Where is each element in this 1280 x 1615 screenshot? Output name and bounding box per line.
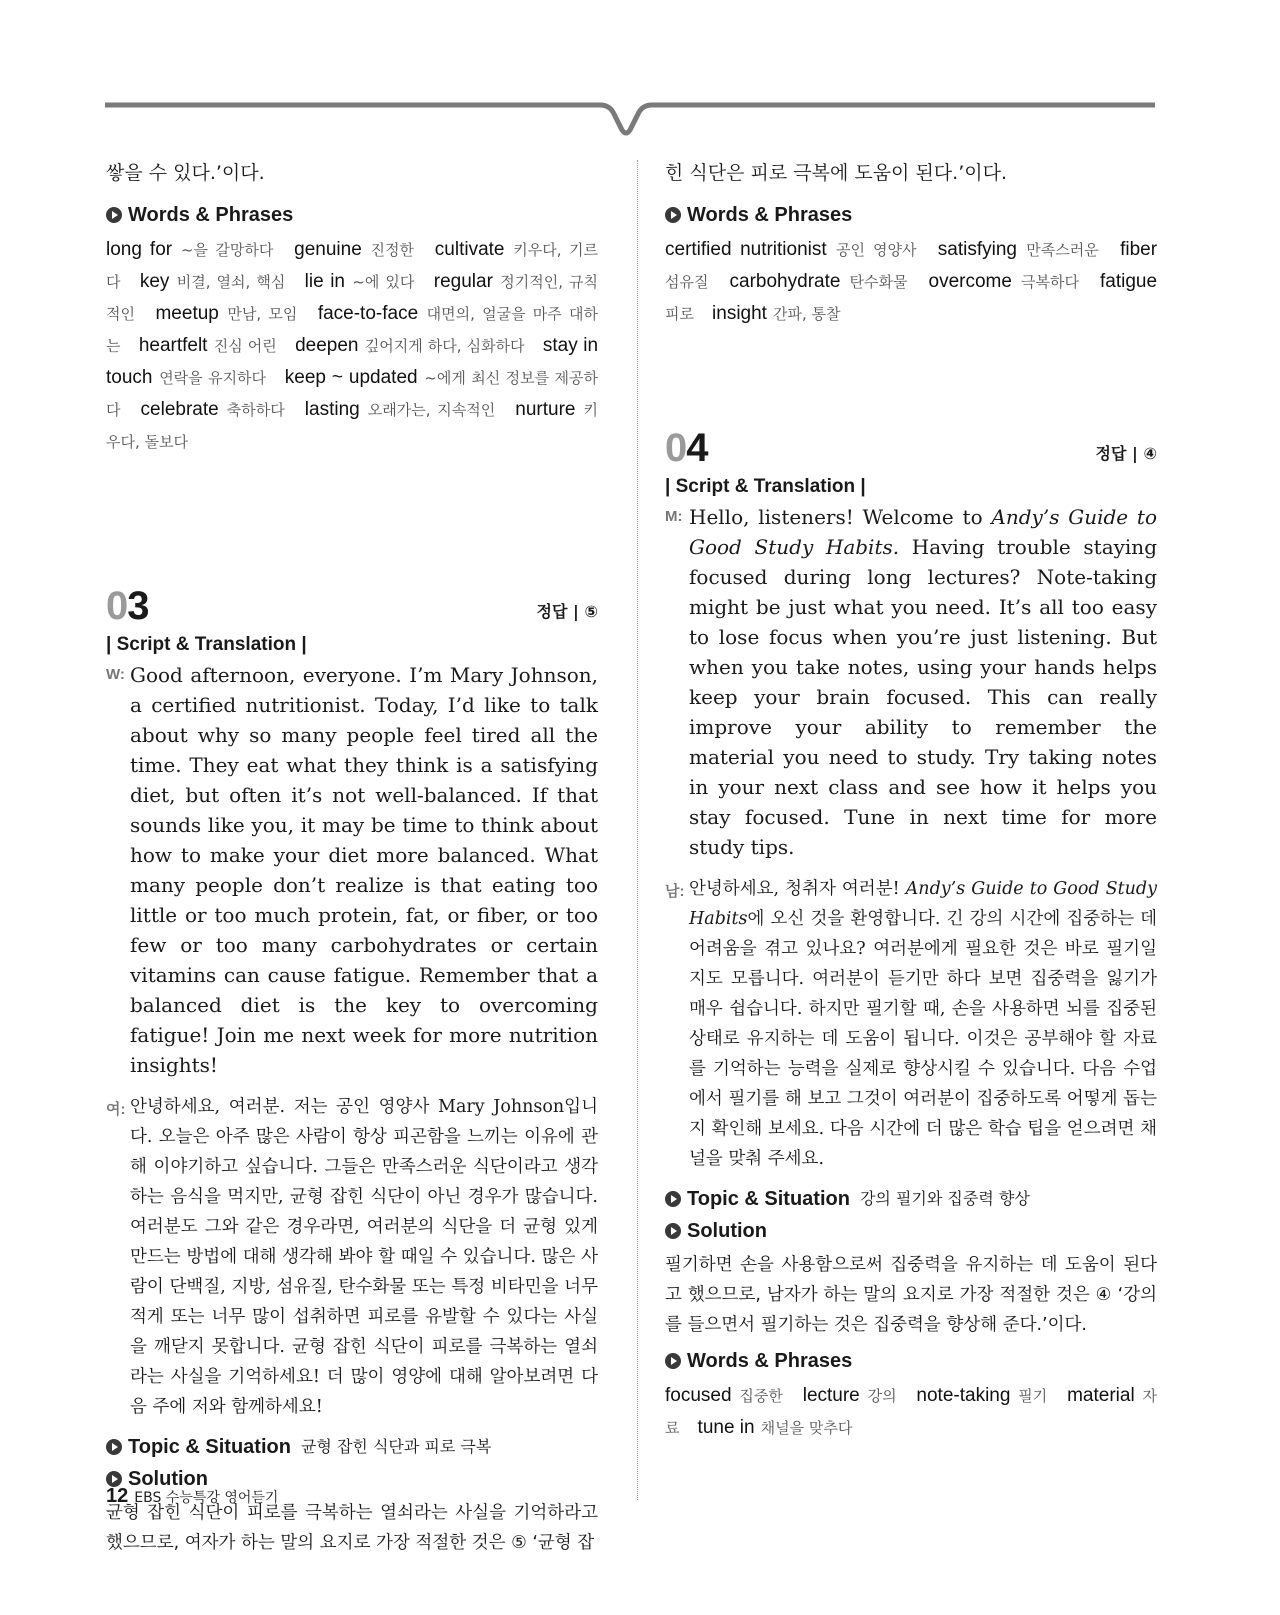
word-meaning: 필기 <box>1018 1387 1048 1405</box>
word-meaning: 만남, 모임 <box>227 305 298 323</box>
word-term: certified nutritionist <box>665 239 827 260</box>
speaker-label: M: <box>665 508 683 525</box>
word-term: celebrate <box>140 399 219 420</box>
speaker-label: 남: <box>665 883 685 900</box>
word-term: deepen <box>295 335 359 356</box>
question-number: 03 <box>106 584 149 628</box>
translation-text: 안녕하세요, 청취자 여러분! Andy’s Guide to Good Study Habits에 오신 것을 환영합니다. 긴 강의 시간에 집중하는 데 어려움을 겪고 있나요? 여러분에게 필요한 것은 바로 필기일지도 모릅니다. 여러분이 듣기만 하다 보면 집중력을 잃기가 매우 쉽습니다. 하지만 필기할 때, 손을 사용하면 뇌를 집중된 상태로 유지하는 데 도움이 됩니다. 이것은 공부해야 할 자료를 기억하는 능력을 실제로 향상시킬 수 있습니다. 다음 수업에서 필기를 해 보고 그것이 여러분이 집중하도록 어떻게 돕는지 확인해 보세요. 다음 시간에 더 많은 학습 팁을 얻으려면 채널을 맞춰 주세요. <box>689 879 1157 1169</box>
word-term: cultivate <box>434 239 505 260</box>
word-meaning: 오래가는, 지속적인 <box>367 401 496 419</box>
words-phrases-list <box>665 234 1157 330</box>
word-meaning: 진심 어린 <box>213 337 277 355</box>
word-term: material <box>1067 1385 1135 1406</box>
word-meaning: 탄수화물 <box>849 273 908 291</box>
word-term: key <box>139 271 170 292</box>
words-phrases-heading: Words & Phrases <box>665 1348 1157 1374</box>
word-meaning: 강의 <box>867 1387 897 1405</box>
word-term: face-to-face <box>317 303 419 324</box>
question-number: 04 <box>665 426 708 470</box>
topic-situation-heading: Topic & Situation 균형 잡힌 식단과 피로 극복 <box>106 1434 598 1460</box>
solution-text: 필기하면 손을 사용함으로써 집중력을 유지하는 데 도움이 된다고 했으므로, 남자가 하는 말의 요지로 가장 적절한 것은 ④ ‘강의를 들으면서 필기하는 것은 집중력을 향상해 준다.’이다. <box>665 1255 1157 1335</box>
words-phrases-heading: Words & Phrases <box>665 202 1157 228</box>
word-term: lasting <box>304 399 360 420</box>
word-term: long for <box>106 239 173 260</box>
word-term: heartfelt <box>138 335 208 356</box>
word-term: nurture <box>515 399 576 420</box>
word-meaning: 연락을 유지하다 <box>159 369 267 387</box>
translation-text: 안녕하세요, 여러분. 저는 공인 영양사 Mary Johnson입니다. 오늘은 아주 많은 사람이 항상 피곤함을 느끼는 이유에 관해 이야기하고 싶습니다. 그들은 만족스러운 식단이라고 생각하는 음식을 먹지만, 균형 잡힌 식단이 아닌 경우가 많습니다. 여러분도 그와 같은 경우라면, 여러분의 식단을 더 균형 있게 만드는 방법에 대해 생각해 봐야 할 때일 수 있습니다. 많은 사람이 단백질, 지방, 섬유질, 탄수화물 또는 특정 비타민을 너무 적게 또는 너무 많이 섭취하면 피로를 유발할 수 있다는 사실을 깨닫지 못합니다. 균형 잡힌 식단이 피로를 극복하는 열쇠라는 사실을 기억하세요! 더 많이 영양에 대해 알아보려면 다음 주에 저와 함께하세요! <box>130 1097 598 1417</box>
word-term: genuine <box>294 239 362 260</box>
solution-heading: Solution <box>665 1218 1157 1244</box>
word-meaning: 만족스러운 <box>1026 241 1099 259</box>
word-term: regular <box>433 271 493 292</box>
program-title: Andy’s Guide to Good Study Habits. <box>689 505 1157 559</box>
word-term: overcome <box>928 271 1012 292</box>
word-meaning: 채널을 맞추다 <box>760 1419 853 1437</box>
header-rule <box>0 0 1280 140</box>
word-term: lie in <box>304 271 345 292</box>
play-bullet-icon <box>665 207 681 223</box>
word-meaning: ~에 있다 <box>352 273 415 291</box>
word-term: keep ~ updated <box>284 367 418 388</box>
play-bullet-icon <box>665 1191 681 1207</box>
word-term: carbohydrate <box>729 271 841 292</box>
word-term: fiber <box>1120 239 1158 260</box>
word-meaning: 간파, 통찰 <box>773 305 841 323</box>
topic-value: 강의 필기와 집중력 향상 <box>859 1189 1030 1208</box>
word-meaning: 섬유질 <box>665 273 709 291</box>
solution-heading: Solution <box>106 1466 598 1492</box>
script-translation-title: | Script & Translation | <box>665 476 866 497</box>
word-meaning: 진정한 <box>370 241 415 259</box>
word-meaning: 피로 <box>665 305 694 323</box>
speaker-label: W: <box>106 666 125 683</box>
word-term: lecture <box>802 1385 860 1406</box>
play-bullet-icon <box>665 1353 681 1369</box>
answer-label: 정답 | ④ <box>1095 444 1157 463</box>
script-english <box>665 502 1157 862</box>
word-meaning: 정기적인, 규칙적인 <box>106 273 598 323</box>
script-korean <box>106 1092 598 1422</box>
topic-situation-heading: Topic & Situation 강의 필기와 집중력 향상 <box>665 1186 1157 1212</box>
word-term: note-taking <box>916 1385 1011 1406</box>
word-term: fatigue <box>1099 271 1158 292</box>
word-meaning: 축하하다 <box>226 401 285 419</box>
word-meaning: 공인 영양사 <box>835 241 917 259</box>
program-title: Andy’s Guide to Good Study Habits <box>689 879 1157 929</box>
right-column <box>665 158 1157 1444</box>
script-translation-title: | Script & Translation | <box>106 634 307 655</box>
word-term: tune in <box>697 1417 755 1438</box>
left-column <box>106 158 598 1566</box>
script-text: Good afternoon, everyone. I’m Mary Johnson, a certified nutritionist. Today, I’d like to talk about why so many people feel tired all the time. They eat what they think is a satisfying diet, but often it’s not well-balanced. If that sounds like you, it may be time to think about how to make your diet more balanced. What many people don’t realize is that eating too little or too much protein, fat, or fiber, or too few or too many carbohydrates or certain vitamins can cause fatigue. Remember that a balanced diet is the key to overcoming fatigue! Join me next week for more nutrition insights! <box>130 663 598 1077</box>
question-header <box>106 584 598 628</box>
script-text: Hello, listeners! Welcome to Andy’s Guide to Good Study Habits. Having trouble staying focused during long lectures? Note-taking might be just what you need. It’s all too easy to lose focus when you’re just listening. But when you take notes, using your hands helps keep your brain focused. This can really improve your ability to remember the material you need to study. Try taking notes in your next class and see how it helps you stay focused. Tune in next time for more study tips. <box>689 505 1157 859</box>
words-phrases-heading: Words & Phrases <box>106 202 598 228</box>
word-meaning: 키우다, 돌보다 <box>106 401 599 451</box>
solution-text: 균형 잡힌 식단이 피로를 극복하는 열쇠라는 사실을 기억하라고 했으므로, 여자가 하는 말의 요지로 가장 적절한 것은 ⑤ ‘균형 잡 <box>106 1503 598 1553</box>
play-bullet-icon <box>106 207 122 223</box>
word-meaning: 키우다, 기르다 <box>106 241 598 291</box>
word-term: meetup <box>155 303 219 324</box>
word-meaning: 집중한 <box>739 1387 783 1405</box>
word-meaning: ~에게 최신 정보를 제공하다 <box>106 369 599 419</box>
word-term: focused <box>665 1385 732 1406</box>
word-meaning: 극복하다 <box>1020 273 1079 291</box>
word-meaning: 비결, 열쇠, 핵심 <box>176 273 286 291</box>
word-meaning: ~을 갈망하다 <box>180 241 274 259</box>
word-meaning: 깊어지게 하다, 심화하다 <box>364 337 525 355</box>
page-number: 12 <box>106 1485 129 1507</box>
words-phrases-list <box>106 234 598 458</box>
word-meaning: 대면의, 얼굴을 마주 대하는 <box>106 305 598 355</box>
word-term: satisfying <box>937 239 1017 260</box>
play-bullet-icon <box>665 1223 681 1239</box>
script-korean <box>665 874 1157 1174</box>
word-term: insight <box>712 303 767 324</box>
column-divider <box>637 160 638 1500</box>
speaker-label: 여: <box>106 1101 126 1118</box>
continuation-text: 힌 식단은 피로 극복에 도움이 된다.’이다. <box>665 162 1007 184</box>
page-footer <box>106 1485 278 1508</box>
question-header <box>665 426 1157 470</box>
words-phrases-list <box>665 1380 1157 1444</box>
answer-label: 정답 | ⑤ <box>536 602 598 621</box>
topic-value: 균형 잡힌 식단과 피로 극복 <box>300 1437 492 1456</box>
script-english <box>106 660 598 1080</box>
book-title: EBS 수능특강 영어듣기 <box>134 1490 279 1506</box>
continuation-text: 쌓을 수 있다.’이다. <box>106 162 265 184</box>
word-term: stay in touch <box>106 335 599 388</box>
word-meaning: 자료 <box>665 1387 1158 1437</box>
play-bullet-icon <box>106 1439 122 1455</box>
